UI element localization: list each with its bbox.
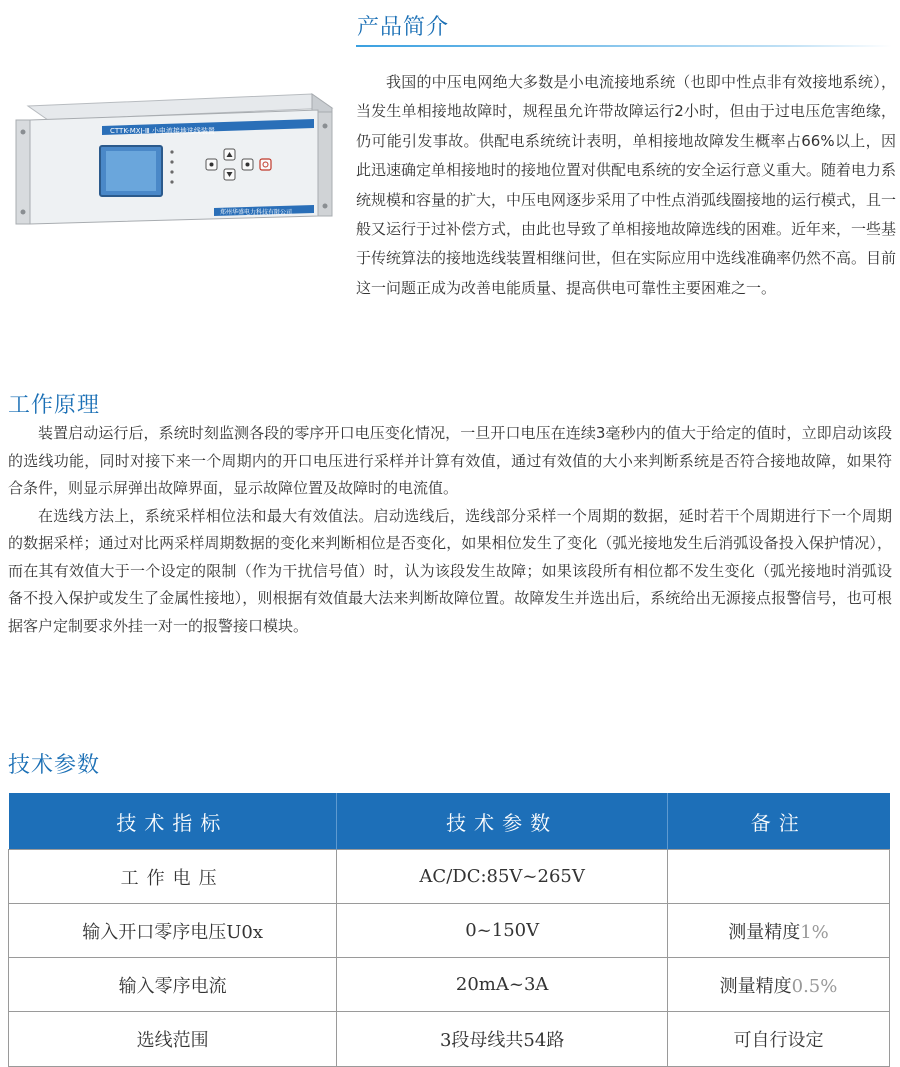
table-row bbox=[9, 904, 890, 958]
intro-paragraph: 我国的中压电网绝大多数是小电流接地系统（也即中性点非有效接地系统），当发生单相接地故障时，规程虽允许带故障运行2小时，但由于过电压危害绝缘，仍可能引发事故。供配电系统统计表明，单相接地故障发生概率占66%以上，因此迅速确定单相接地时的接地位置对供配电系统的安全运行意义重大。随着电力系统规模和容量的扩大，中压电网逐步采用了中性点消弧线圈接地的运行模式，且一般又运行于过补偿方式，由此也导致了单相接地故障选线的困难。近年来，一些基于传统算法的接地选线装置相继问世，但在实际应用中选线准确率仍然不高。目前这一问题正成为改善电能质量、提高供电可靠性主要困难之一。 bbox=[356, 73, 897, 297]
header-note: 备注 bbox=[667, 793, 889, 850]
row-note-text: 测量精度 bbox=[728, 921, 801, 943]
row-note bbox=[667, 1012, 889, 1067]
row-note-accent: 1% bbox=[800, 921, 829, 943]
principle-paragraph-1: 装置启动运行后，系统时刻监测各段的零序开口电压变化情况，一旦开口电压在连续3毫秒内的值大于给定的值时，立即启动该段的选线功能，同时对接下来一个周期内的开口电压进行采样并计算有效值，通过有效值的大小来判断系统是否符合接地故障，如果符合条件，则显示屏弹出故障界面，显示故障位置及故障时的电流值。 bbox=[8, 424, 892, 497]
specs-header-row bbox=[9, 793, 890, 850]
device-maker-label: 郑州华盛电力科技有限公司 bbox=[220, 209, 293, 216]
row-note-text: 测量精度 bbox=[719, 975, 792, 997]
row-note bbox=[667, 958, 889, 1012]
intro-title-rule bbox=[356, 45, 892, 47]
row-index: 输入零序电流 bbox=[9, 958, 337, 1012]
principle-paragraph-2: 在选线方法上，系统采样相位法和最大有效值法。启动选线后，选线部分采样一个周期的数据，延时若干个周期进行下一个周期的数据采样；通过对比两采样周期数据的变化来判断相位是否变化，如果相位发生了变化（弧光接地发生后消弧设备投入保护情况），而在其有效值大于一个设定的限制（作为干扰信号值）时，认为该段发生故障；如果该段所有相位都不发生变化（弧光接地时消弧设备不投入保护或发生了金属性接地），则根据有效值最大法来判断故障位置。故障发生并选出后，系统给出无源接点报警信号，也可根据客户定制要求外挂一对一的报警接口模块。 bbox=[8, 506, 892, 635]
table-row bbox=[9, 1012, 890, 1067]
header-param: 技术参数 bbox=[337, 793, 668, 850]
specs-table-wrapper bbox=[8, 793, 890, 1067]
device-illustration bbox=[14, 86, 334, 236]
principle-body bbox=[8, 420, 892, 640]
row-index: 选线范围 bbox=[9, 1012, 337, 1067]
row-note-accent: 0.5% bbox=[791, 975, 838, 997]
row-note bbox=[667, 904, 889, 958]
row-param: 0~150V bbox=[337, 904, 668, 958]
row-param: 3段母线共54路 bbox=[337, 1012, 668, 1067]
specs-title: 技术参数 bbox=[8, 753, 101, 778]
intro-title: 产品简介 bbox=[357, 15, 450, 40]
table-row bbox=[9, 958, 890, 1012]
row-param: AC/DC:85V~265V bbox=[337, 850, 668, 904]
row-index: 工作电压 bbox=[9, 850, 337, 904]
principle-title: 工作原理 bbox=[8, 393, 101, 418]
header-index: 技术指标 bbox=[9, 793, 337, 850]
row-index: 输入开口零序电压U0x bbox=[9, 904, 337, 958]
row-note bbox=[667, 850, 889, 904]
row-note-text: 可自行设定 bbox=[733, 1030, 824, 1051]
row-param: 20mA~3A bbox=[337, 958, 668, 1012]
device-model-label: CTTK-MXJ-Ⅲ 小电流接地选线装置 bbox=[110, 127, 215, 135]
table-row bbox=[9, 850, 890, 904]
specs-table bbox=[8, 793, 890, 1067]
